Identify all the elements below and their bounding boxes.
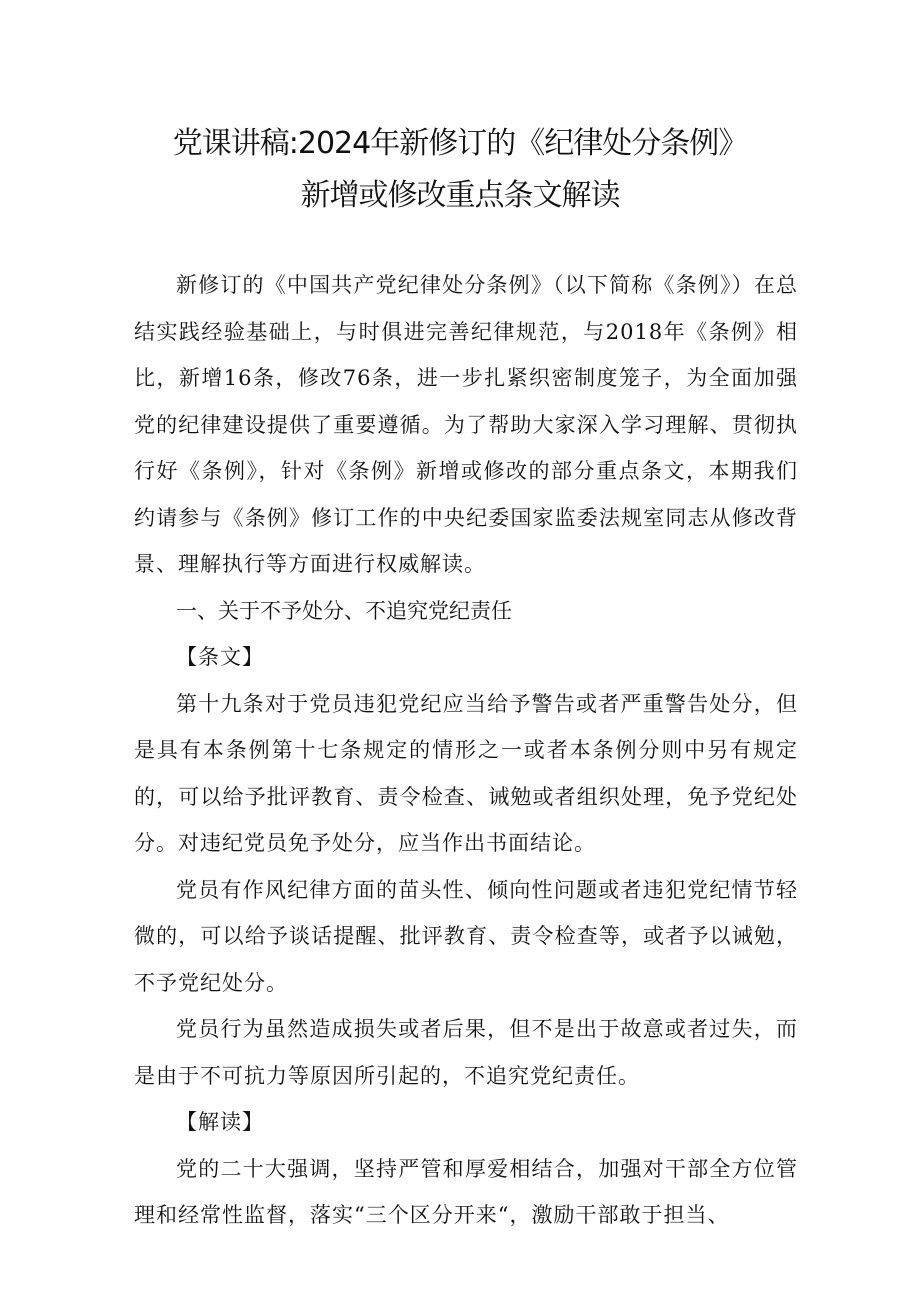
document-body <box>134 262 798 1239</box>
article-paragraph-2: 党员有作风纪律方面的苗头性、倾向性问题或者违犯党纪情节轻微的，可以给予谈话提醒、批评教育、责令检查等，或者予以诫勉，不予党纪处分。 <box>134 877 798 995</box>
article-paragraph-1: 第十九条对于党员违犯党纪应当给予警告或者严重警告处分，但是具有本条例第十七条规定的情形之一或者本条例分则中另有规定的，可以给予批评教育、责令检查、诫勉或者组织处理，免予党纪处分。对违纪党员免予处分，应当作出书面结论。 <box>134 691 798 855</box>
article-label: 【条文】 <box>176 645 264 669</box>
section-heading: 一、关于不予处分、不追究党纪责任 <box>176 598 512 623</box>
document-title-line-2: 新增或修改重点条文解读 <box>300 178 620 213</box>
intro-paragraph: 新修订的《中国共产党纪律处分条例》（以下简称《条例》）在总结实践经验基础上，与时俱进完善纪律规范，与2018年《条例》相比，新增16条，修改76条，进一步扎紧织密制度笼子，为全面加强党的纪律建设提供了重要遵循。为了帮助大家深入学习理解、贯彻执行好《条例》，针对《条例》新增或修改的部分重点条文，本期我们约请参与《条例》修订工作的中央纪委国家监委法规室同志从修改背景、理解执行等方面进行权威解读。 <box>134 273 798 576</box>
interpretation-label: 【解读】 <box>176 1110 264 1134</box>
document-title-line-1: 党课讲稿:2024年新修订的《纪律处分条例》 <box>172 126 748 161</box>
article-paragraph-3: 党员行为虽然造成损失或者后果，但不是出于故意或者过失，而是由于不可抗力等原因所引起的，不追究党纪责任。 <box>134 1017 798 1088</box>
interpretation-paragraph: 党的二十大强调，坚持严管和厚爱相结合，加强对干部全方位管理和经常性监督，落实“三个区分开来“，激励干部敢于担当、 <box>134 1156 798 1227</box>
